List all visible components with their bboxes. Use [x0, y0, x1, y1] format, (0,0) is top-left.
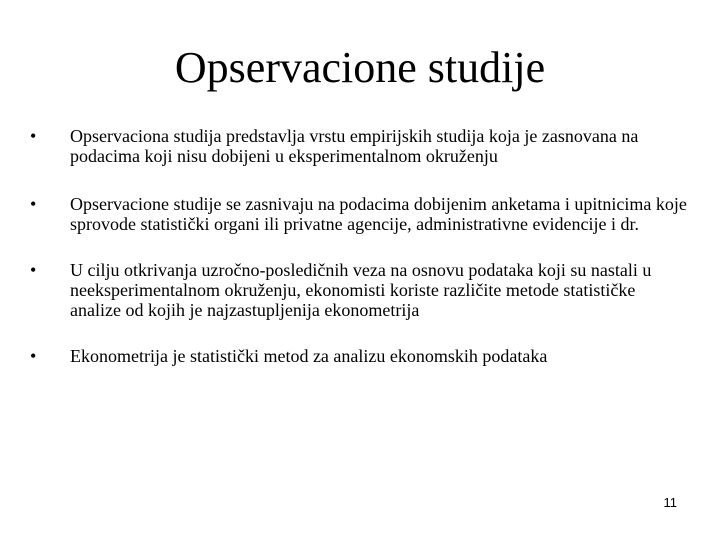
- bullet-text: Opservacione studije se zasnivaju na podacima dobijenim anketama i upitnicima koje sprovode statistički organi ili privatne agencije, administrativne evidencije i dr.: [70, 194, 687, 234]
- bullet-list: [30, 126, 690, 394]
- bullet-dot-icon: •: [30, 346, 37, 366]
- bullet-item: [30, 346, 690, 366]
- bullet-dot-icon: •: [30, 126, 37, 146]
- bullet-item: [30, 194, 690, 234]
- bullet-text: U cilju otkrivanja uzročno-posledičnih veza na osnovu podataka koji su nastali u neeksperimentalnom okruženju, ekonomisti koriste različite metode statističke analize od kojih je najzastupljenija ekonometrija: [70, 260, 652, 320]
- bullet-item: [30, 126, 690, 166]
- bullet-text: Ekonometrija je statistički metod za analizu ekonomskih podataka: [70, 346, 548, 366]
- slide-title: Opservacione studije: [174, 43, 546, 92]
- bullet-dot-icon: •: [30, 194, 37, 214]
- bullet-text: Opservaciona studija predstavlja vrstu empirijskih studija koja je zasnovana na podacima koji nisu dobijeni u eksperimentalnom okruženju: [70, 126, 639, 166]
- page-number: 11: [663, 495, 677, 510]
- bullet-dot-icon: •: [30, 260, 37, 280]
- bullet-item: [30, 260, 690, 320]
